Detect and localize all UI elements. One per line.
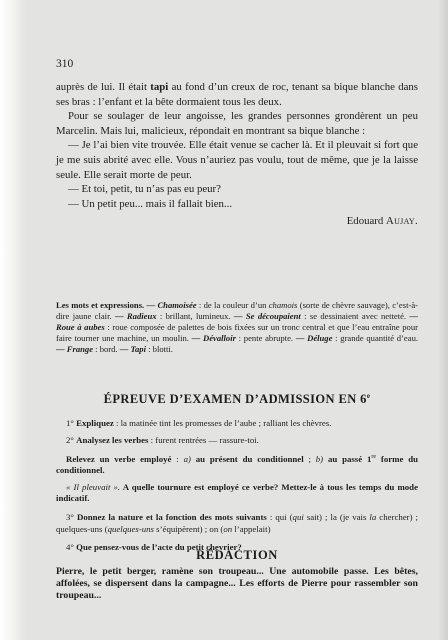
story-text-run: au fond d’un creux de roc, tenant sa bique blanche dans ses bras : l’enfant et la bête dormaient tous les deux. (56, 81, 418, 108)
question-text: chercher) ; quelques-uns ( (56, 512, 418, 534)
vocab-definition: de la couleur d’un (203, 300, 269, 310)
question-marker: a) (183, 453, 191, 464)
vocabulary-heading: Les mots et expressions. (56, 300, 145, 310)
question-text: l’appelait) (232, 523, 271, 534)
question-instruction: Expliquez (76, 418, 114, 428)
question-number: 2° (66, 435, 74, 446)
exam-title-text: ÉPREUVE D’EXAMEN D’ADMISSION EN 6 (103, 392, 367, 407)
question-text: ; (303, 453, 316, 464)
vocab-term: Tapi (130, 344, 146, 355)
vocab-definition-em: chamois (268, 300, 298, 310)
story-paragraph-1 (56, 80, 418, 109)
question-sup: re (371, 453, 377, 460)
question-quote: « Il pleuvait ». (66, 481, 121, 492)
question-instruction: Donnez la nature et la fonction des mots suivants (76, 512, 267, 523)
vocab-definition: bord. (99, 344, 118, 355)
question-text: sait) ; la (je vais (303, 512, 370, 523)
vocab-term: Dévalloir (203, 333, 236, 344)
vocab-definition: se dessinaient avec netteté. (309, 311, 407, 322)
story-bold-word: tapi (150, 81, 169, 93)
question-number: 3° (66, 512, 74, 523)
question-marker: b) (315, 453, 324, 464)
page-number: 310 (56, 58, 74, 70)
exam-questions (56, 418, 418, 554)
question-em: on (223, 523, 233, 534)
exam-title-sup: e (366, 392, 371, 400)
vocab-term: Se découpaient (245, 311, 301, 322)
vocab-definition: roue composée de palettes de bois fixées sur un tronc central et que l’eau entraîne pour faire tourner une machine, un moulin. (56, 322, 419, 344)
author-last-name: Aujay. (385, 215, 418, 228)
story-text-run: auprès de lui. Il était (56, 81, 151, 93)
question-number: 1° (66, 418, 74, 428)
redaction-paragraph: Pierre, le petit berger, ramène son troupeau... Une automobile passe. Les bêtes, affolées, se dispersent dans la campagne... Les efforts de Pierre pour rassembler son troupeau... (56, 566, 418, 602)
vocabulary-text: Les mots et expressions. — Chamoisée : de la couleur d’un chamois (sorte de chèvre sauvage), c’est-à-dire jaune clair. — Radieux : brillant, lumineux. — Se découpaient : se dessinaient avec netteté. — Roue à aubes : roue composée de palettes de bois fixées sur un tronc central et que l’eau entraîne pour faire tourner une machine, un moulin. — Dévalloir : pente abrupte. — Déluge : grande quantité d’eau. — Frange : bord. — Tapi : blotti. (56, 300, 419, 355)
question-2c (56, 482, 418, 505)
vocab-definition: brillant, lumineux. (165, 311, 231, 322)
question-text: : qui ( (266, 512, 293, 523)
vocab-definition: blotti. (152, 344, 173, 355)
story-text (56, 80, 418, 229)
vocab-term: Déluge (307, 333, 333, 344)
story-dialogue-2: — Et toi, petit, tu n’as pas eu peur? (68, 183, 221, 196)
question-text: s’équipèrent) ; on ( (153, 523, 224, 534)
story-dialogue-3: — Un petit peu... mais il fallait bien... (68, 197, 233, 210)
question-1 (56, 418, 418, 429)
author-signature (56, 214, 418, 229)
vocab-term: Frange (66, 344, 94, 355)
question-em: quelques-uns (107, 523, 154, 534)
redaction-title: RÉDACTION (196, 548, 278, 562)
question-text: : la matinée tint les promesses de l’aube ; ralliant les chèvres. (113, 418, 332, 428)
author-first-name: Edouard (346, 215, 386, 228)
story-dialogue-1: — Je l’ai bien vite trouvée. Elle était venue se cacher là. Et il pleuvait si fort que je me suis abrité avec elle. Vous n’auriez pas voulu, tout de même, que je la laisse seule. Elle serait morte de peur. (56, 139, 418, 181)
vocab-term: Roue à aubes (56, 322, 105, 333)
exam-title (56, 392, 418, 407)
question-text: : furent rentrées — rassure-toi. (148, 435, 259, 446)
question-instruction: A quelle tournure est employé ce verbe? Mettez-le à tous les temps du mode indicatif. (56, 481, 418, 503)
vocab-definition: pente abrupte. (243, 333, 294, 344)
vocab-term: Chamoisée (157, 300, 197, 310)
vocab-term: Radieux (126, 311, 157, 322)
page-edge (438, 0, 448, 640)
story-paragraph-2: Pour se soulager de leur angoisse, les grandes personnes grondèrent un peu Marcelin. Mais lui, malicieux, répondait en montrant sa bique blanche : (56, 110, 418, 137)
question-instruction: Que pensez-vous de l’acte du petit chevrier? (76, 542, 242, 553)
page-spine-shadow (0, 0, 26, 640)
question-2 (56, 435, 418, 446)
question-instruction: au passé 1 (323, 453, 372, 464)
question-instruction: Analysez les verbes (76, 435, 149, 446)
vocab-definition: grande quantité d’eau. (340, 333, 419, 344)
question-text: : (171, 453, 184, 464)
vocab-definition: (sorte de chèvre sauvage), c’est-à-dire jaune clair. (56, 300, 418, 322)
question-3 (56, 512, 418, 535)
question-number: 4° (66, 542, 74, 553)
question-instruction: au présent du conditionnel (190, 453, 304, 464)
question-em: qui (292, 512, 304, 523)
question-2b (56, 452, 418, 477)
question-em: la (369, 512, 377, 523)
question-instruction: Relevez un verbe employé (66, 453, 172, 464)
redaction-text (56, 566, 418, 603)
question-instruction: forme du conditionnel. (56, 453, 418, 476)
vocabulary-section (56, 300, 418, 355)
